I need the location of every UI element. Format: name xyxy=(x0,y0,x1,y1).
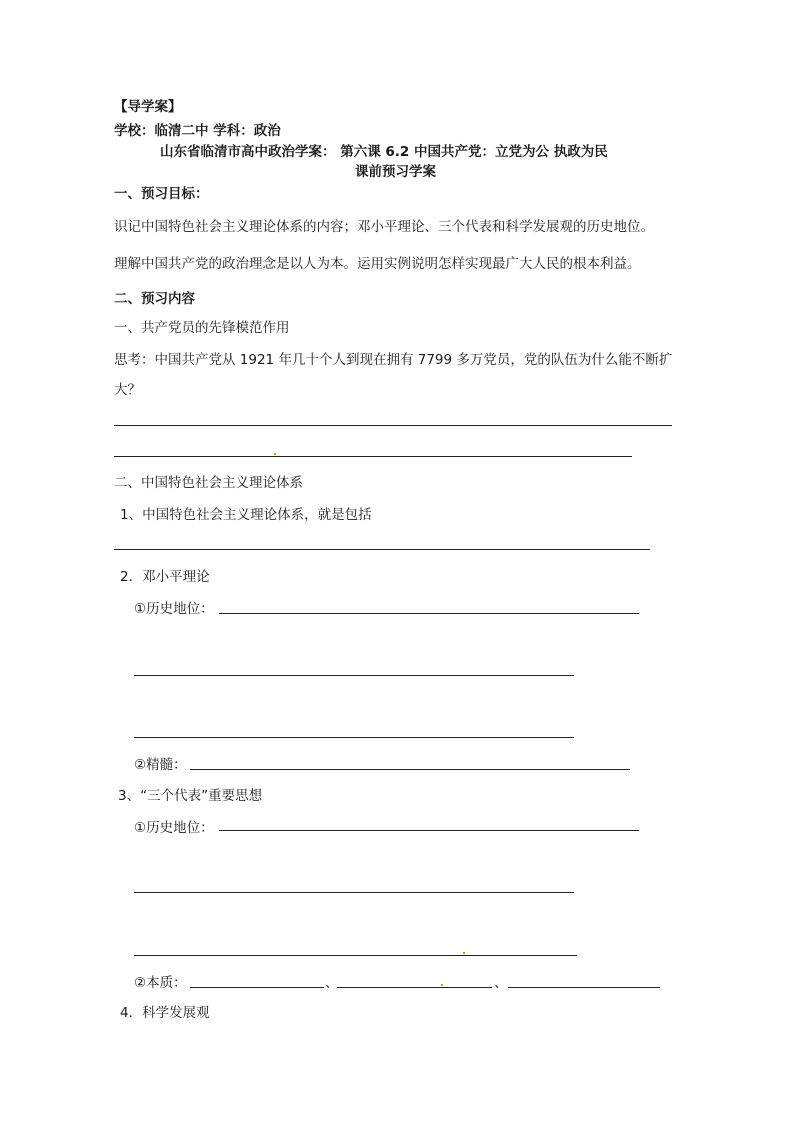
section-heading-content: 二、预习内容 xyxy=(114,291,195,307)
answer-line[interactable] xyxy=(114,456,632,457)
item-2-history-label: ①历史地位： xyxy=(134,601,214,617)
answer-line[interactable] xyxy=(508,987,660,988)
lesson-title: 山东省临清市高中政治学案： 第六课 6.2 中国共产党：立党为公 执政为民 xyxy=(160,144,608,160)
answer-line[interactable] xyxy=(134,892,574,893)
answer-line[interactable] xyxy=(114,549,650,550)
part-heading-vanguard: 一、共产党员的先锋模范作用 xyxy=(114,320,290,336)
think-question-line-1: 思考：中国共产党从 1921 年几十个人到现在拥有 7799 多万党员，党的队伍为什么能不断扩 xyxy=(114,352,673,368)
item-1-text: 1、中国特色社会主义理论体系，就是包括 xyxy=(120,507,372,523)
separator-comma: 、 xyxy=(494,975,508,991)
item-3-essence-label: ②本质： xyxy=(134,975,187,991)
goal-text-1: 识记中国特色社会主义理论体系的内容；邓小平理论、三个代表和科学发展观的历史地位。 xyxy=(114,219,654,235)
answer-line[interactable] xyxy=(219,613,639,614)
item-4-heading: 4．科学发展观 xyxy=(120,1005,210,1021)
answer-line[interactable] xyxy=(134,955,577,956)
section-heading-goals: 一、预习目标： xyxy=(114,186,209,202)
lesson-subtitle: 课前预习学案 xyxy=(355,164,436,180)
item-3-history-label: ①历史地位： xyxy=(134,820,214,836)
item-2-essence-label: ②精髓： xyxy=(134,757,187,773)
school-subject-line: 学校：临清二中 学科：政治 xyxy=(114,123,281,139)
item-3-heading: 3、“三个代表”重要思想 xyxy=(118,788,263,804)
part-heading-theory-system: 二、中国特色社会主义理论体系 xyxy=(114,475,303,491)
item-2-heading: 2．邓小平理论 xyxy=(120,569,210,585)
answer-line[interactable] xyxy=(134,675,574,676)
answer-line[interactable] xyxy=(190,987,324,988)
goal-text-2: 理解中国共产党的政治理念是以人为本。运用实例说明怎样实现最广大人民的根本利益。 xyxy=(114,256,641,272)
answer-line[interactable] xyxy=(134,737,574,738)
ink-dot xyxy=(441,984,443,986)
answer-line[interactable] xyxy=(219,830,639,831)
ink-dot xyxy=(463,952,465,954)
ink-dot xyxy=(274,453,276,455)
separator-comma: 、 xyxy=(325,975,339,991)
answer-line[interactable] xyxy=(114,425,672,426)
answer-line[interactable] xyxy=(337,987,492,988)
answer-line[interactable] xyxy=(190,769,630,770)
bracket-title: 【导学案】 xyxy=(114,99,182,115)
think-question-line-2: 大？ xyxy=(114,382,141,398)
